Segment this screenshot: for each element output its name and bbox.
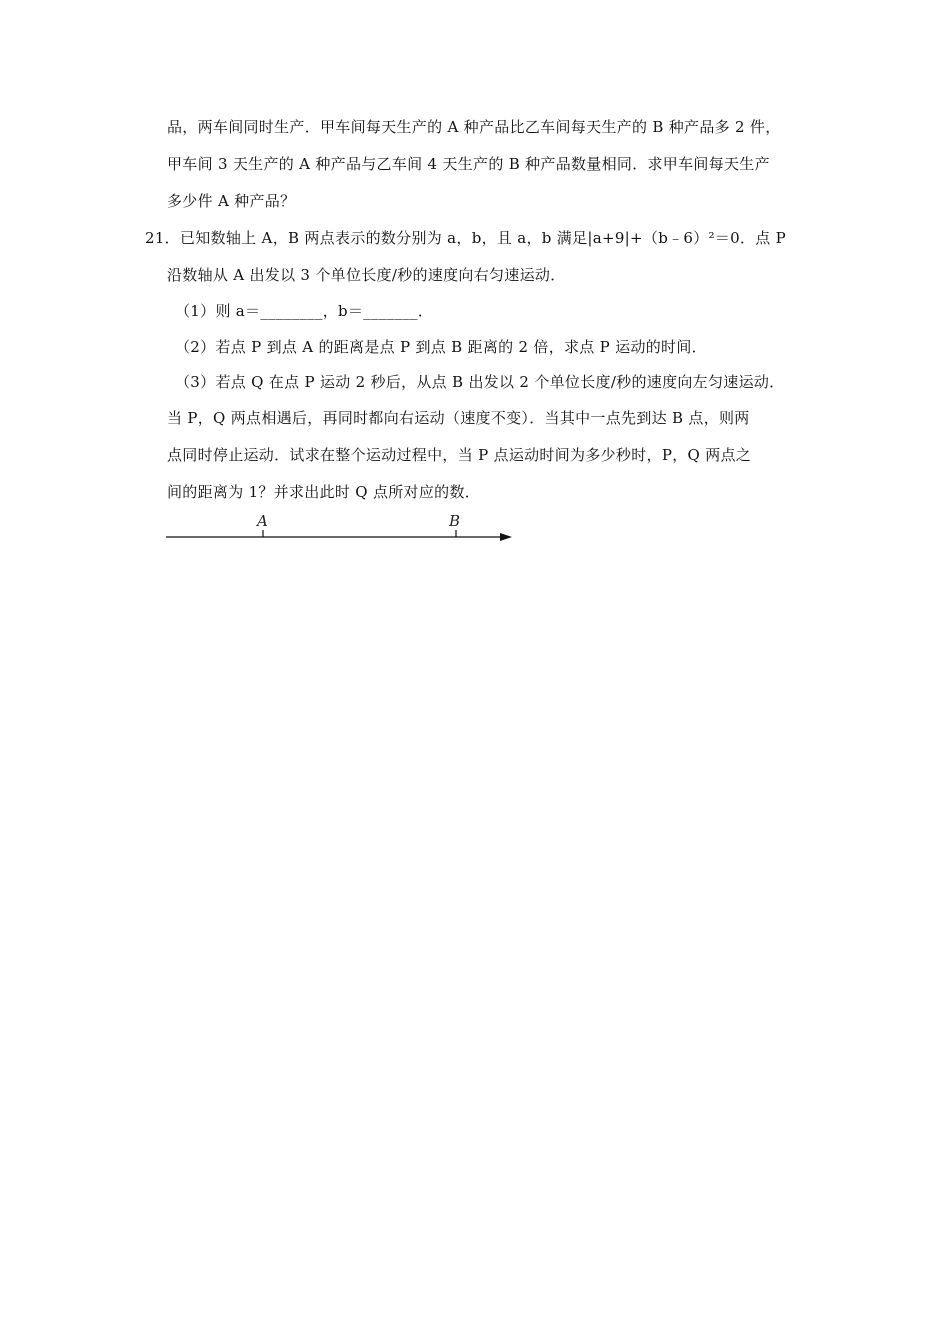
problem-21-stem-line-2: 沿数轴从 A 出发以 3 个单位长度/秒的速度向右匀速运动． — [167, 266, 566, 284]
problem-20-text-line-1: 品，两车间同时生产．甲车间每天生产的 A 种产品比乙车间每天生产的 B 种产品多 2 件， — [167, 118, 781, 136]
number-line-arrow-icon — [500, 533, 512, 541]
problem-21-part-3-line-2: 当 P，Q 两点相遇后，再同时都向右运动（速度不变）．当其中一点先到达 B 点，则两 — [167, 409, 750, 427]
problem-21-part-1: （1）则 a＝________，b＝_______． — [175, 302, 434, 320]
point-a-label: A — [257, 512, 268, 530]
problem-21-part-2: （2）若点 P 到点 A 的距离是点 P 到点 B 距离的 2 倍，求点 P 运动的时间． — [175, 338, 707, 356]
problem-20-text-line-3: 多少件 A 种产品？ — [167, 192, 296, 210]
point-b-label: B — [449, 512, 461, 530]
problem-21-part-3-line-4: 间的距离为 1？并求出此时 Q 点所对应的数． — [167, 483, 481, 501]
problem-21-stem-line-1: 21．已知数轴上 A，B 两点表示的数分别为 a，b，且 a，b 满足|a+9|+（b﹣6）²＝0．点 P — [145, 229, 787, 247]
number-line-figure — [160, 508, 520, 548]
problem-21-part-3-line-1: （3）若点 Q 在点 P 运动 2 秒后，从点 B 出发以 2 个单位长度/秒的速度向左匀速运动． — [175, 373, 785, 391]
problem-21-part-3-line-3: 点同时停止运动．试求在整个运动过程中，当 P 点运动时间为多少秒时，P，Q 两点之 — [167, 446, 752, 464]
problem-20-text-line-2: 甲车间 3 天生产的 A 种产品与乙车间 4 天生产的 B 种产品数量相同．求甲车间每天生产 — [167, 155, 770, 173]
